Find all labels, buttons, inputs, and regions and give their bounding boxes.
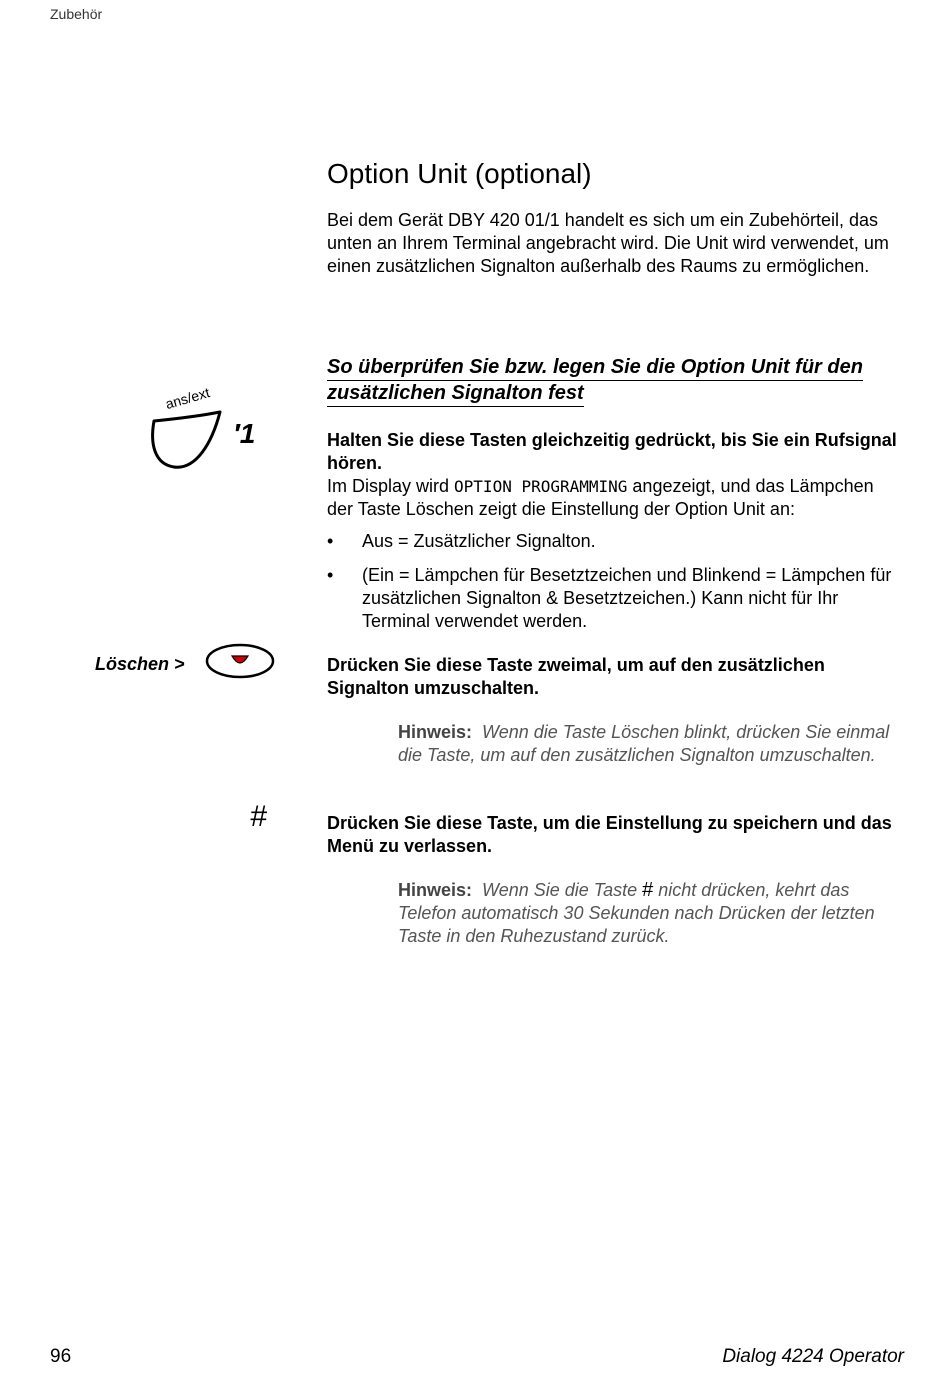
hash-key: # [250,800,267,833]
step-1-text-before: Im Display wird [327,476,455,496]
note-2 [398,879,906,948]
procedure-heading-line-1: So überprüfen Sie bzw. legen Sie die Option Unit für den [327,355,863,381]
step-2-instruction: Drücken Sie diese Taste zweimal, um auf den zusätzlichen Signalton umzuschalten. [327,655,825,698]
list-item: • (Ein = Lämpchen für Besetztzeichen und Blinkend = Lämpchen für zusätzlichen Signalton & Besetztzeichen.) Kann nicht für Ihr Terminal verwendet werden. [327,564,904,633]
hash-symbol: # [642,879,654,901]
page-title: Option Unit (optional) [327,158,592,189]
delete-key [205,642,277,685]
step-3-instruction: Drücken Sie diese Taste, um die Einstellung zu speichern und das Menü zu verlassen. [327,813,892,856]
step-1-text-after: angezeigt, und das Lämpchen der Taste Löschen zeigt die Einstellung der Option Unit an: [327,476,874,519]
note-1-text: Wenn die Taste Löschen blinkt, drücken Sie einmal die Taste, um auf den zusätzlichen Signalton umzuschalten. [398,722,890,765]
delete-key-label: Löschen > [95,654,185,674]
document-title: Dialog 4224 Operator [722,1346,904,1367]
note-1 [398,721,906,767]
page-number: 96 [50,1346,72,1367]
display-text: OPTION PROGRAMMING [454,477,628,496]
step-1 [327,429,904,521]
procedure-heading [327,355,904,407]
setting-options-list [327,530,904,644]
intro-paragraph: Bei dem Gerät DBY 420 01/1 handelt es sich um ein Zubehörteil, das unten an Ihrem Terminal angebracht wird. Die Unit wird verwendet, um einen zusätzlichen Signalton außerhalb des Raums zu ermöglichen. [327,210,889,276]
section-header: Zubehör [50,6,103,22]
note-2-text-before: Wenn Sie die Taste [482,880,643,900]
step-1-instruction: Halten Sie diese Tasten gleichzeitig gedrückt, bis Sie ein Rufsignal hören. [327,430,897,473]
note-2-text-after: nicht drücken, kehrt das Telefon automatisch 30 Sekunden nach Drücken der letzten Taste in den Ruhezustand zurück. [398,880,875,946]
delete-key-icon [205,642,277,680]
star-one-keys: ′1 [233,418,256,449]
note-label: Hinweis: [398,880,473,900]
procedure-heading-line-2: zusätzlichen Signalton fest [327,381,584,407]
list-item: • Aus = Zusätzlicher Signalton. [327,530,904,553]
note-label: Hinweis: [398,722,473,742]
ans-ext-key [140,384,230,473]
ans-ext-label: ans/ext [163,384,212,412]
step-3 [327,812,904,858]
step-2 [327,654,904,700]
